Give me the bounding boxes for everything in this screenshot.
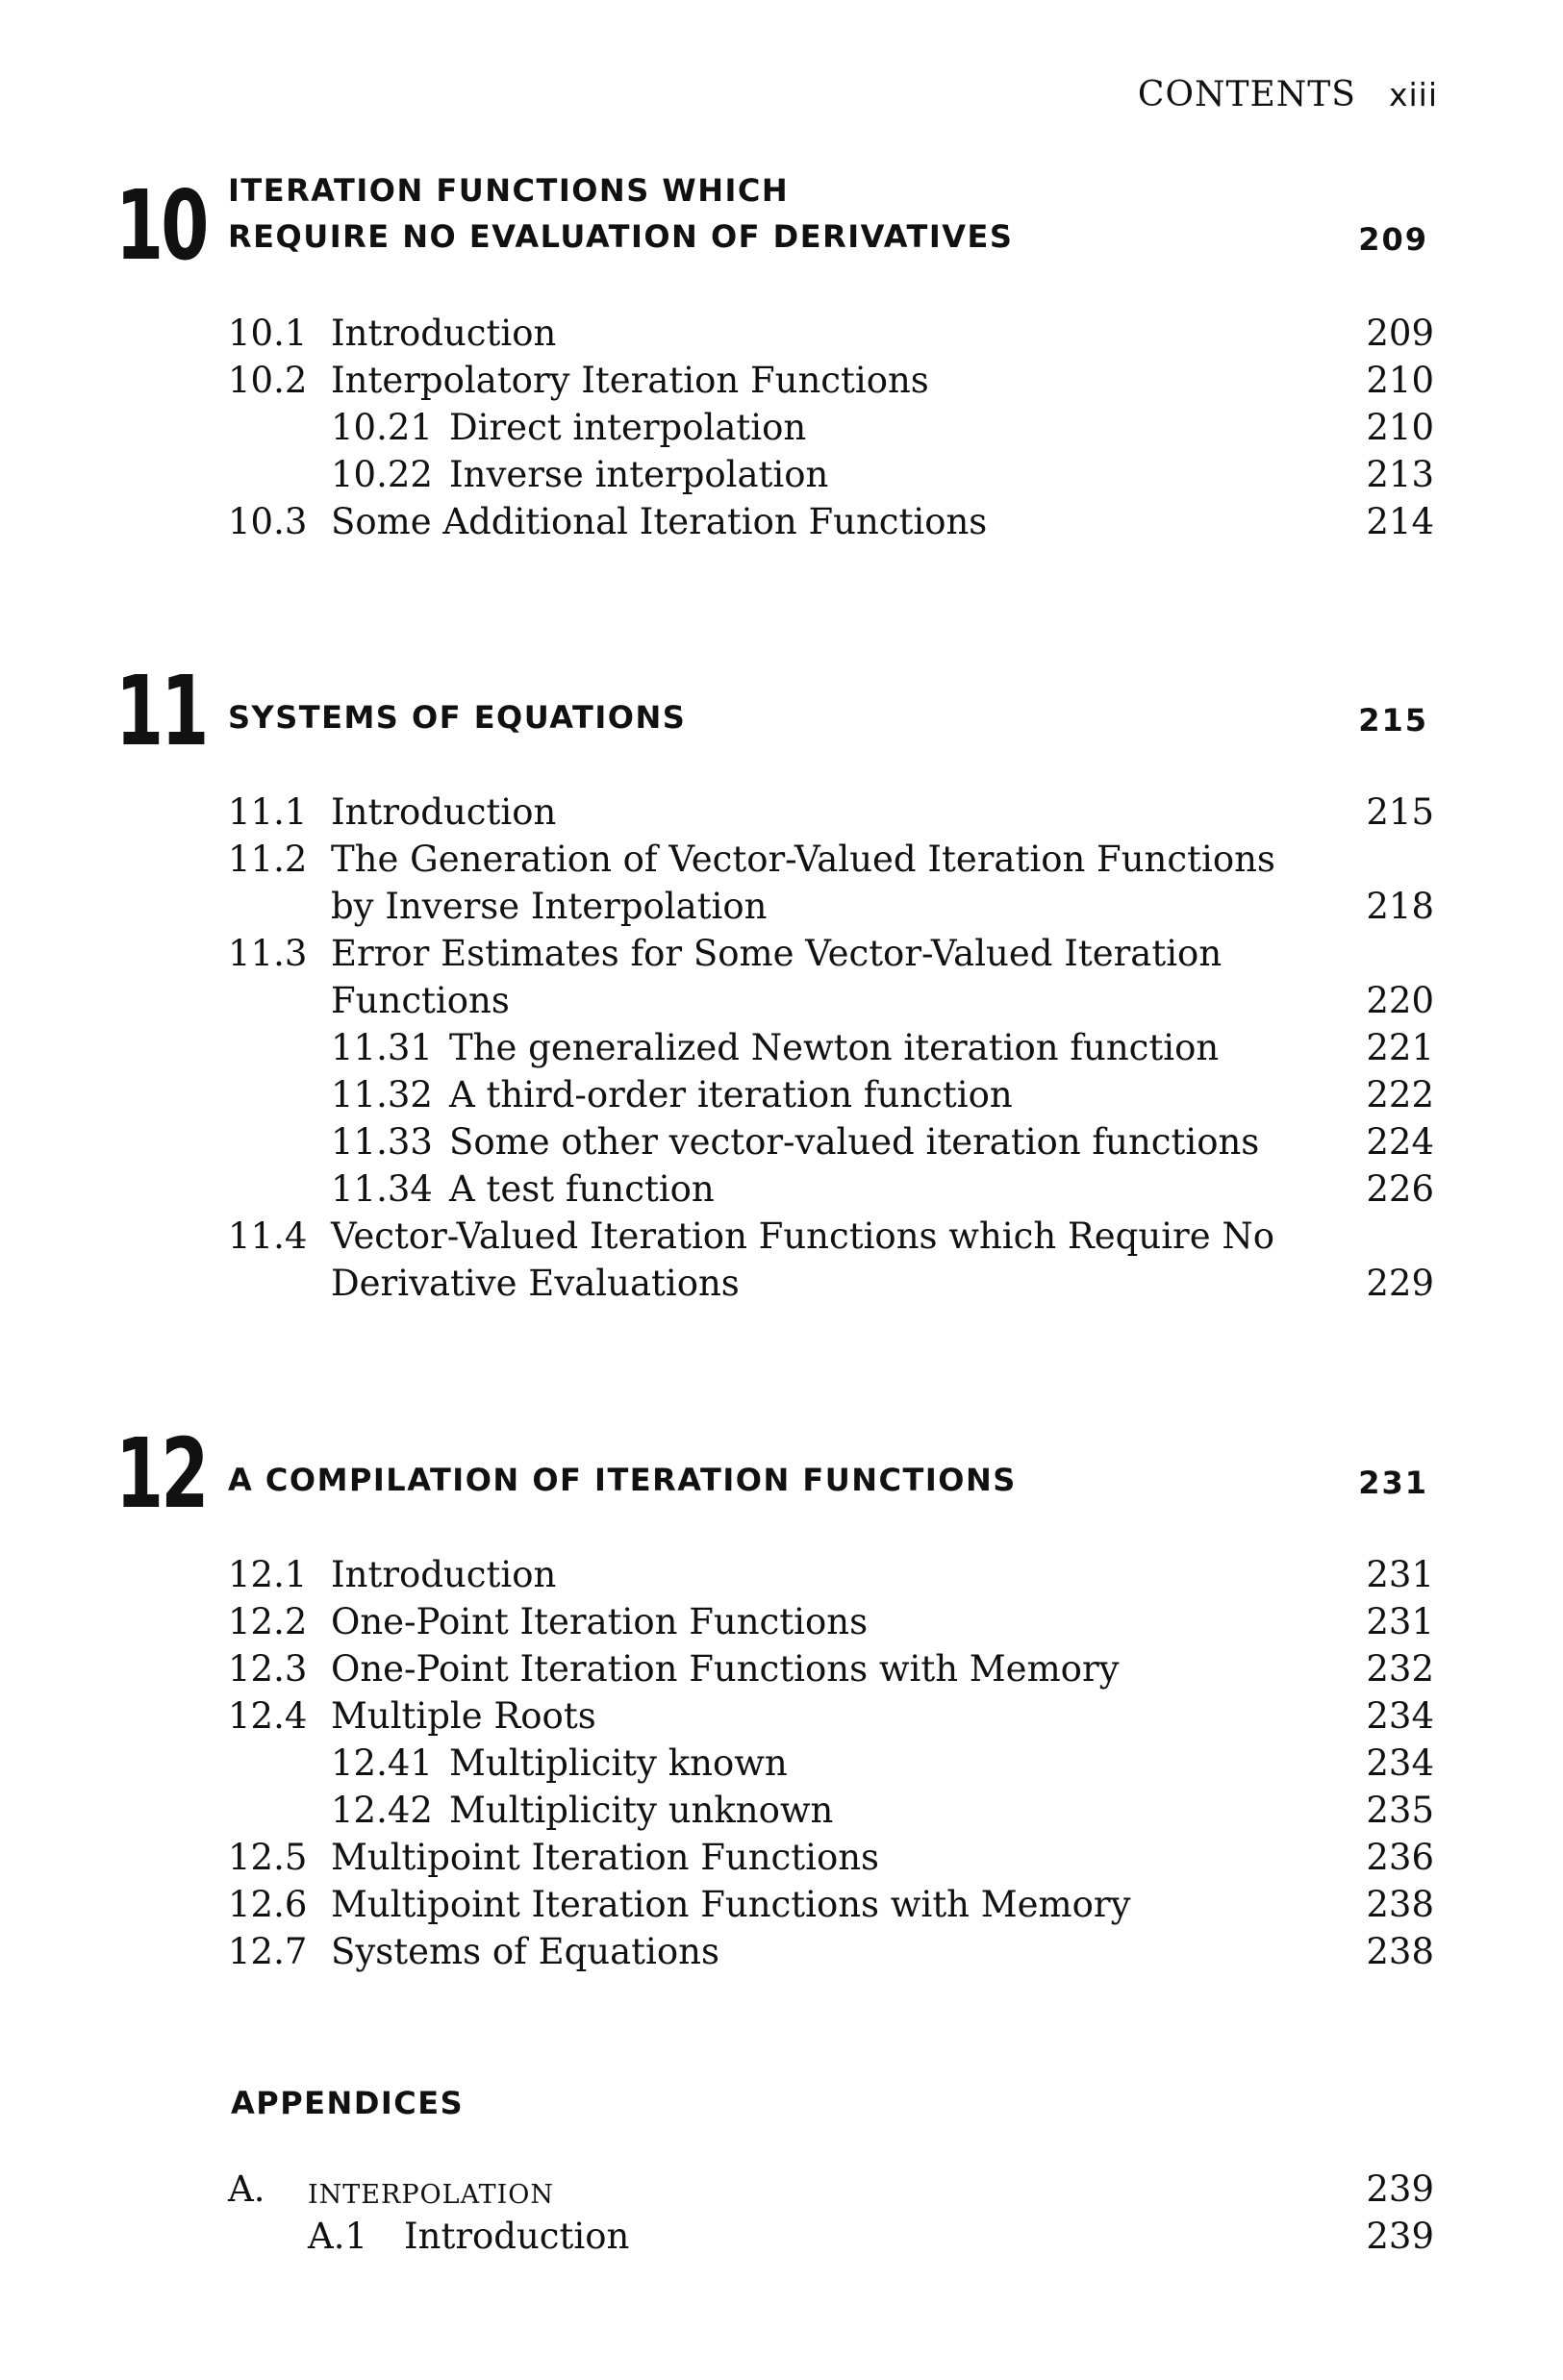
- toc-entry: [0, 1551, 1563, 1598]
- toc-entry: [0, 1692, 1563, 1740]
- section-title: One-Point Iteration Functions: [331, 1601, 869, 1642]
- section-number: 11.3: [228, 933, 308, 974]
- section-number: 10.1: [228, 313, 308, 354]
- section-page: 229: [1366, 1263, 1434, 1304]
- section-page: 231: [1366, 1554, 1434, 1595]
- subsection-title: A third-order iteration function: [449, 1074, 1013, 1115]
- appendix-subentry: [0, 2213, 1563, 2260]
- toc-entry: [0, 1598, 1563, 1645]
- toc-entry: [0, 1213, 1563, 1260]
- toc-entry-continuation: [0, 1260, 1563, 1307]
- subsection-title: Inverse interpolation: [449, 454, 829, 495]
- appendix-letter: A.: [228, 2168, 265, 2210]
- chapter-page: 215: [1358, 702, 1428, 739]
- subsection-title: Multiplicity known: [449, 1742, 788, 1784]
- subsection-page: 235: [1366, 1790, 1434, 1831]
- toc-entry: [0, 1881, 1563, 1928]
- subsection-number: 12.41: [331, 1742, 433, 1784]
- section-title: Vector-Valued Iteration Functions which Require No: [331, 1215, 1275, 1257]
- appendix-page: 239: [1366, 2168, 1434, 2210]
- toc-subentry: [0, 1740, 1563, 1787]
- subsection-page: 224: [1366, 1121, 1434, 1163]
- appendix-title: INTERPOLATION: [308, 2180, 555, 2210]
- toc-entry: [0, 1645, 1563, 1692]
- toc-subentry: [0, 1787, 1563, 1834]
- section-title: Introduction: [331, 791, 557, 833]
- section-title: Error Estimates for Some Vector-Valued Iteration: [331, 933, 1223, 974]
- subsection-title: Multiplicity unknown: [449, 1790, 834, 1831]
- toc-entry: [0, 836, 1563, 883]
- toc-entry: [0, 310, 1563, 357]
- toc-entry: [0, 930, 1563, 977]
- toc-entry: [0, 1928, 1563, 1975]
- section-title: Introduction: [331, 313, 557, 354]
- toc-subentry: [0, 1071, 1563, 1118]
- toc-entry-continuation: [0, 977, 1563, 1024]
- section-title: by Inverse Interpolation: [331, 886, 768, 927]
- toc-subentry: [0, 404, 1563, 451]
- chapter-title-line-2: REQUIRE NO EVALUATION OF DERIVATIVES: [228, 218, 1014, 255]
- running-head: [1138, 75, 1438, 114]
- section-page: 236: [1366, 1837, 1434, 1878]
- appendix-section-page: 239: [1366, 2216, 1434, 2257]
- section-page: 220: [1366, 980, 1434, 1021]
- chapter-number: 11: [115, 655, 207, 767]
- section-page: 210: [1366, 360, 1434, 401]
- section-title: Multipoint Iteration Functions: [331, 1837, 880, 1878]
- section-title: Some Additional Iteration Functions: [331, 501, 988, 542]
- section-number: 12.2: [228, 1601, 308, 1642]
- toc-entry: [0, 1834, 1563, 1881]
- subsection-number: 11.34: [331, 1168, 433, 1210]
- section-number: 10.2: [228, 360, 308, 401]
- chapter-page: 209: [1358, 221, 1428, 258]
- toc-subentry: [0, 1165, 1563, 1213]
- chapter-number: 10: [115, 169, 207, 282]
- section-page: 234: [1366, 1695, 1434, 1737]
- section-number: 11.1: [228, 791, 308, 833]
- section-number: 12.1: [228, 1554, 308, 1595]
- toc-entry: [0, 357, 1563, 404]
- appendices-heading: APPENDICES: [231, 2085, 465, 2121]
- subsection-number: 12.42: [331, 1790, 433, 1831]
- subsection-page: 213: [1366, 454, 1434, 495]
- section-title: Functions: [331, 980, 510, 1021]
- subsection-number: 11.31: [331, 1027, 433, 1068]
- subsection-number: 11.32: [331, 1074, 433, 1115]
- subsection-page: 221: [1366, 1027, 1434, 1068]
- section-number: 11.4: [228, 1215, 308, 1257]
- section-title: One-Point Iteration Functions with Memory: [331, 1648, 1120, 1690]
- subsection-number: 11.33: [331, 1121, 433, 1163]
- section-number: 12.5: [228, 1837, 308, 1878]
- section-title: Multiple Roots: [331, 1695, 596, 1737]
- toc-subentry: [0, 1118, 1563, 1165]
- section-number: 12.3: [228, 1648, 308, 1690]
- subsection-title: Direct interpolation: [449, 407, 807, 448]
- running-head-label: CONTENTS: [1137, 75, 1356, 114]
- subsection-title: Some other vector-valued iteration functions: [449, 1121, 1260, 1163]
- toc-subentry: [0, 451, 1563, 498]
- section-page: 231: [1366, 1601, 1434, 1642]
- subsection-title: The generalized Newton iteration function: [449, 1027, 1220, 1068]
- section-page: 232: [1366, 1648, 1434, 1690]
- section-number: 12.4: [228, 1695, 308, 1737]
- subsection-number: 10.21: [331, 407, 433, 448]
- section-number: 11.2: [228, 839, 308, 880]
- subsection-page: 210: [1366, 407, 1434, 448]
- chapter-title-line-1: A COMPILATION OF ITERATION FUNCTIONS: [228, 1462, 1017, 1498]
- chapter-title-line-1: SYSTEMS OF EQUATIONS: [228, 699, 687, 736]
- toc-entry: [0, 789, 1563, 836]
- subsection-page: 226: [1366, 1168, 1434, 1210]
- subsection-page: 234: [1366, 1742, 1434, 1784]
- subsection-page: 222: [1366, 1074, 1434, 1115]
- chapter-title-line-1: ITERATION FUNCTIONS WHICH: [228, 172, 790, 209]
- section-page: 238: [1366, 1931, 1434, 1972]
- subsection-title: A test function: [449, 1168, 715, 1210]
- toc-entry: [0, 498, 1563, 545]
- running-head-page: xiii: [1388, 76, 1438, 113]
- section-number: 10.3: [228, 501, 308, 542]
- section-title: Introduction: [331, 1554, 557, 1595]
- section-page: 218: [1366, 886, 1434, 927]
- chapter-page: 231: [1358, 1465, 1428, 1501]
- appendix-section-title: Introduction: [404, 2216, 630, 2257]
- subsection-number: 10.22: [331, 454, 433, 495]
- section-page: 215: [1366, 791, 1434, 833]
- appendix-section-number: A.1: [308, 2216, 368, 2257]
- section-title: Multipoint Iteration Functions with Memory: [331, 1884, 1131, 1925]
- toc-subentry: [0, 1024, 1563, 1071]
- section-title: The Generation of Vector-Valued Iteration Functions: [331, 839, 1275, 880]
- section-page: 209: [1366, 313, 1434, 354]
- toc-entry-continuation: [0, 883, 1563, 930]
- section-number: 12.7: [228, 1931, 308, 1972]
- section-title: Systems of Equations: [331, 1931, 719, 1972]
- section-number: 12.6: [228, 1884, 308, 1925]
- section-page: 238: [1366, 1884, 1434, 1925]
- appendix-entry: [0, 2166, 1563, 2213]
- section-page: 214: [1366, 501, 1434, 542]
- section-title: Interpolatory Iteration Functions: [331, 360, 929, 401]
- chapter-number: 12: [115, 1417, 207, 1530]
- section-title: Derivative Evaluations: [331, 1263, 740, 1304]
